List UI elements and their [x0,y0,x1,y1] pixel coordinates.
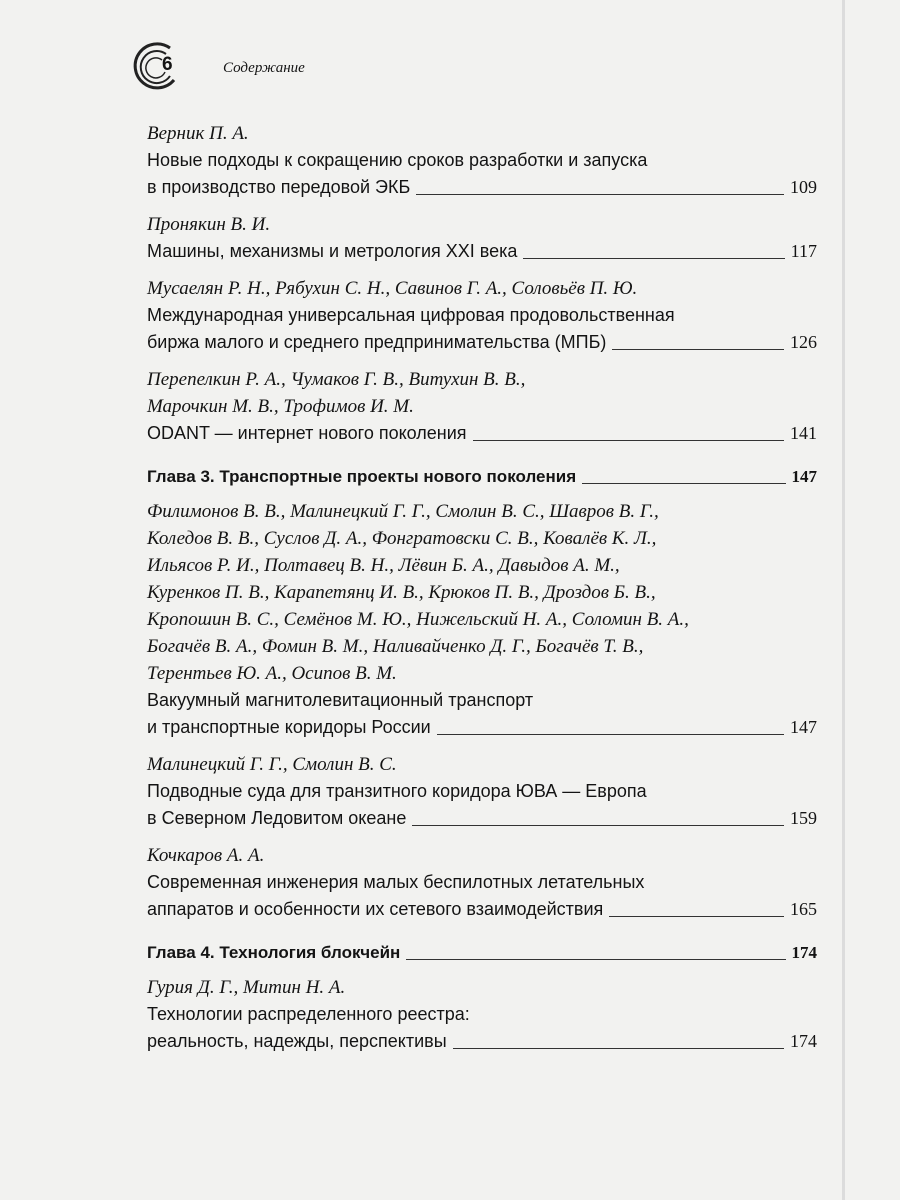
toc-entry-title-line: Современная инженерия малых беспилотных летательных [147,872,645,892]
toc-chapter-3[interactable] [147,463,817,490]
toc-entry-title-line: Международная универсальная цифровая продовольственная [147,305,675,325]
toc-entry-authors: Терентьев Ю. А., Осипов В. М. [147,663,397,684]
toc-entry-page: 174 [790,1031,817,1051]
toc-entry-title-line: аппаратов и особенности их сетевого взаимодействия [147,899,604,919]
toc-entry-page: 109 [790,177,817,197]
toc-entry-page: 117 [790,241,817,261]
toc-entry-page: 126 [790,332,817,352]
toc-entry[interactable] [147,275,817,356]
toc-entry-authors: Филимонов В. В., Малинецкий Г. Г., Смолин В. С., Шавров В. Г., [147,501,659,522]
toc-entry[interactable] [147,498,817,741]
toc-entry-authors: Мусаелян Р. Н., Рябухин С. Н., Савинов Г. А., Соловьёв П. Ю. [147,278,638,299]
toc-entry[interactable] [147,974,817,1055]
toc-entry-page: 165 [790,899,817,919]
toc-entry-title-line: Технологии распределенного реестра: [147,1004,470,1024]
toc-entry-authors: Богачёв В. А., Фомин В. М., Наливайченко Д. Г., Богачёв Т. В., [147,636,644,657]
toc-entry-authors: Кочкаров А. А. [147,845,265,866]
dot-leader [612,348,784,350]
toc-entry-authors: Ильясов Р. И., Полтавец В. Н., Лёвин Б. А., Давыдов А. М., [147,555,620,576]
toc-entry-title-line: Вакуумный магнитолевитационный транспорт [147,690,534,710]
dot-leader [582,482,785,484]
page-header [130,40,430,96]
dot-leader [406,958,785,960]
toc-entry-title-line: Подводные суда для транзитного коридора ЮВА — Европа [147,781,647,801]
toc-entry-authors: Перепелкин Р. А., Чумаков Г. В., Витухин В. В., [147,369,526,390]
toc-entry-authors: Верник П. А. [147,123,249,144]
toc-entry-authors: Пронякин В. И. [147,214,271,235]
dot-leader [473,439,784,441]
toc-entry-title-line: в производство передовой ЭКБ [147,177,411,197]
chapter-page: 147 [791,467,817,486]
toc-entry-title-line: Новые подходы к сокращению сроков разработки и запуска [147,150,648,170]
dot-leader [412,824,784,826]
toc-entry-authors: Коледов В. В., Суслов Д. А., Фонгратовски С. В., Ковалёв К. Л., [147,528,657,549]
toc-entry[interactable] [147,366,817,447]
publisher-logo-icon [130,40,182,92]
chapter-title: Глава 4. Технология блокчейн [147,943,401,962]
toc-entry-authors: Малинецкий Г. Г., Смолин В. С. [147,754,397,775]
toc-entry-title-line: в Северном Ледовитом океане [147,808,407,828]
chapter-title: Глава 3. Транспортные проекты нового поколения [147,467,577,486]
running-title: Содержание [223,60,305,76]
dot-leader [453,1047,784,1049]
dot-leader [523,257,784,259]
toc-entry-authors: Кропошин В. С., Семёнов М. Ю., Нижельский Н. А., Соломин В. А., [147,609,689,630]
toc-entry[interactable] [147,211,817,265]
toc-entry-title-line: и транспортные коридоры России [147,717,431,737]
table-of-contents [147,120,817,1057]
dot-leader [416,193,784,195]
toc-entry-page: 159 [790,808,817,828]
toc-chapter-4[interactable] [147,939,817,966]
toc-entry-page: 141 [790,423,817,443]
toc-entry-title-line: ODANT — интернет нового поколения [147,423,467,443]
chapter-page: 174 [791,943,817,962]
toc-entry-title-line: реальность, надежды, перспективы [147,1031,447,1051]
toc-entry-title-line: биржа малого и среднего предпринимательства (МПБ) [147,332,607,352]
toc-entry-page: 147 [790,717,817,737]
page-number: 6 [162,54,173,75]
dot-leader [437,733,784,735]
toc-entry-title-line: Машины, механизмы и метрология XXI века [147,241,518,261]
toc-entry-authors: Марочкин М. В., Трофимов И. М. [147,396,414,417]
toc-entry[interactable] [147,842,817,923]
dot-leader [609,915,784,917]
toc-entry-authors: Куренков П. В., Карапетянц И. В., Крюков П. В., Дроздов Б. В., [147,582,656,603]
toc-entry-authors: Гурия Д. Г., Митин Н. А. [147,977,346,998]
toc-entry[interactable] [147,120,817,201]
toc-entry[interactable] [147,751,817,832]
